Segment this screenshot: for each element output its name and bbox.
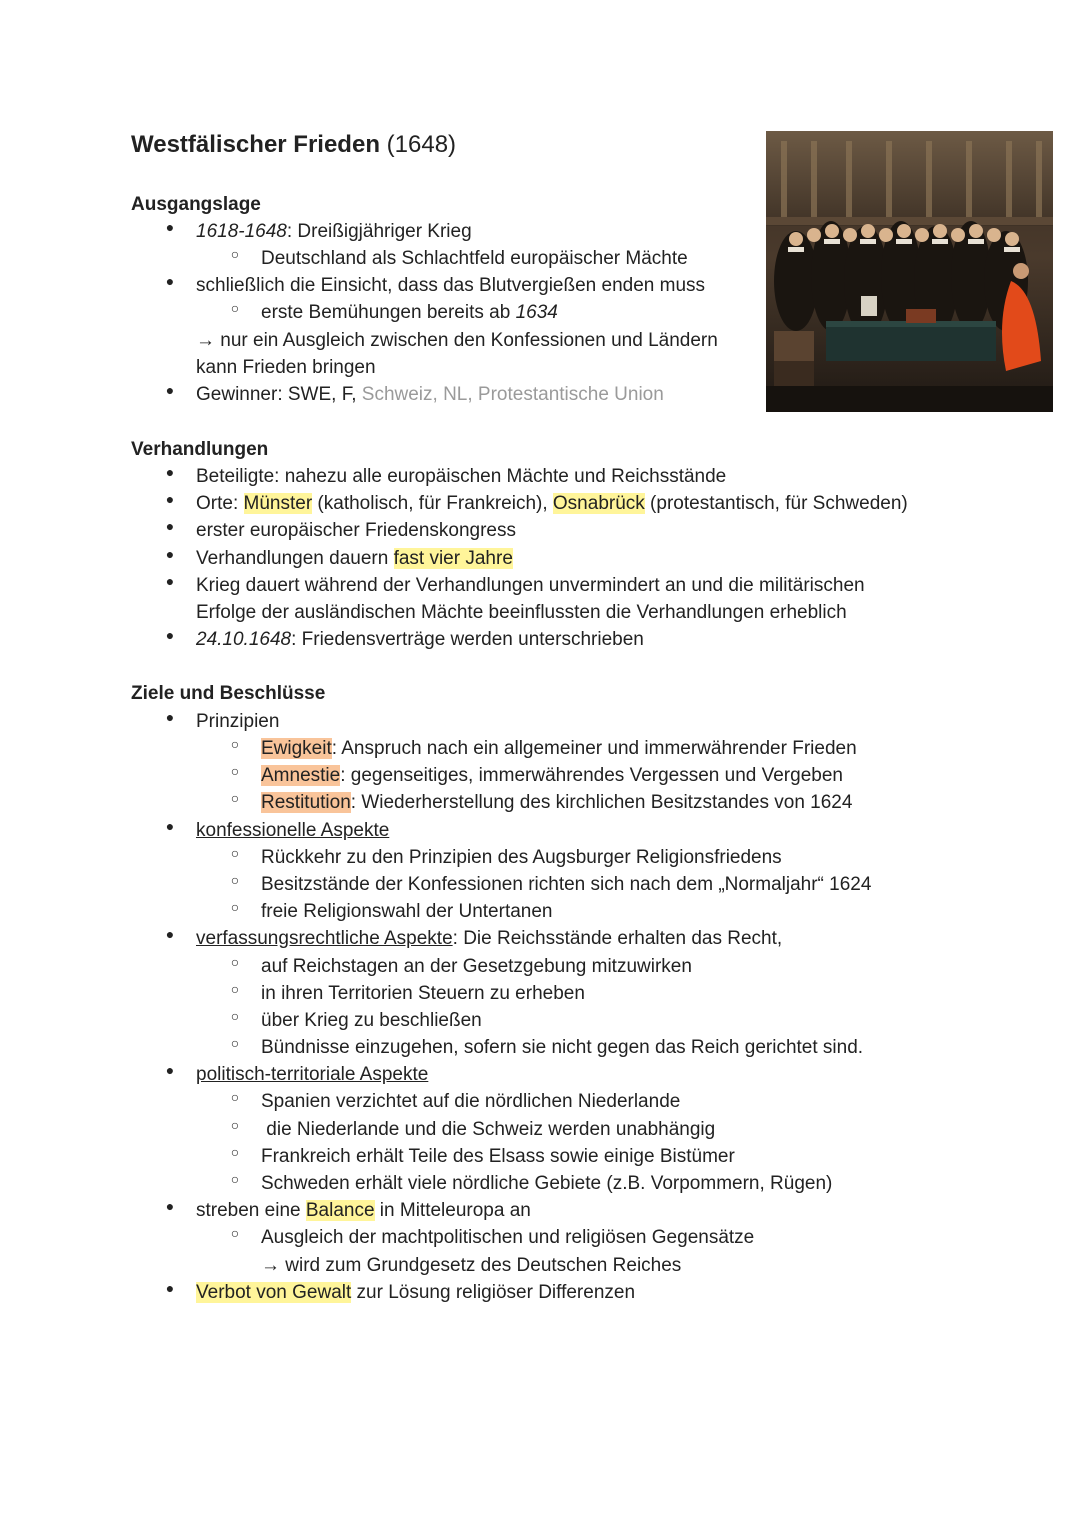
bullet-dot: ● [165,518,175,534]
list-item: Verhandlungen dauern fast vier Jahre [196,548,513,569]
section-heading-ziele: Ziele und Beschlüsse [131,683,326,704]
peace-treaty-painting [766,131,1053,412]
circle-bullet: ○ [230,1225,240,1241]
list-subitem: Rückkehr zu den Prinzipien des Augsburger Religionsfriedens [261,847,782,868]
list-item: Orte: Münster (katholisch, für Frankreich), Osnabrück (protestantisch, für Schweden) [196,493,908,514]
bullet-dot: ● [165,382,175,398]
bullet-dot: ● [165,1198,175,1214]
list-subitem: Schweden erhält viele nördliche Gebiete (z.B. Vorpommern, Rügen) [261,1173,833,1194]
list-item-konfessionell: konfessionelle Aspekte [196,820,390,841]
list-subitem: über Krieg zu beschließen [261,1010,482,1031]
circle-bullet: ○ [230,954,240,970]
list-item: erster europäischer Friedenskongress [196,520,516,541]
bullet-dot: ● [165,818,175,834]
list-item: Gewinner: SWE, F, Schweiz, NL, Protestantische Union [196,384,664,405]
circle-bullet: ○ [230,1089,240,1105]
bullet-dot: ● [165,546,175,562]
circle-bullet: ○ [230,1171,240,1187]
list-subitem: Spanien verzichtet auf die nördlichen Niederlande [261,1091,681,1112]
list-subitem: Amnestie: gegenseitiges, immerwährendes Vergessen und Vergeben [261,765,843,786]
bullet-dot: ● [165,219,175,235]
list-item: 1618-1648: Dreißigjähriger Krieg [196,221,472,242]
list-item-continuation: Erfolge der ausländischen Mächte beeinflussten die Verhandlungen erheblich [196,602,847,623]
bullet-dot: ● [165,1280,175,1296]
bullet-dot: ● [165,273,175,289]
circle-bullet: ○ [230,981,240,997]
bullet-dot: ● [165,464,175,480]
list-subitem: Ewigkeit: Anspruch nach ein allgemeiner und immerwährender Frieden [261,738,857,759]
list-subitem: die Niederlande und die Schweiz werden unabhängig [261,1119,716,1140]
arrow-note-line1: → nur ein Ausgleich zwischen den Konfessionen und Ländern [196,330,718,351]
circle-bullet: ○ [230,1117,240,1133]
title-year: (1648) [386,131,457,158]
circle-bullet: ○ [230,763,240,779]
list-item: Prinzipien [196,711,280,732]
page-title: Westfälischer Frieden (1648) [131,131,457,158]
list-subitem: Bündnisse einzugehen, sofern sie nicht gegen das Reich gerichtet sind. [261,1037,864,1058]
list-subitem: auf Reichstagen an der Gesetzgebung mitzuwirken [261,956,692,977]
bullet-dot: ● [165,926,175,942]
list-item: 24.10.1648: Friedensverträge werden unterschrieben [196,629,644,650]
list-item-verfassung: verfassungsrechtliche Aspekte: Die Reichsstände erhalten das Recht, [196,928,783,949]
circle-bullet: ○ [230,872,240,888]
circle-bullet: ○ [230,899,240,915]
circle-bullet: ○ [230,845,240,861]
circle-bullet: ○ [230,246,240,262]
list-item-politisch: politisch-territoriale Aspekte [196,1064,429,1085]
list-subitem: Besitzstände der Konfessionen richten sich nach dem „Normaljahr“ 1624 [261,874,872,895]
arrow-note-line2: kann Frieden bringen [196,357,376,378]
list-subitem: in ihren Territorien Steuern zu erheben [261,983,585,1004]
list-item: Krieg dauert während der Verhandlungen unvermindert an und die militärischen [196,575,865,596]
list-subitem: Ausgleich der machtpolitischen und religiösen Gegensätze [261,1227,755,1248]
circle-bullet: ○ [230,300,240,316]
bullet-dot: ● [165,573,175,589]
section-heading-ausgangslage: Ausgangslage [131,194,261,215]
list-subitem: Frankreich erhält Teile des Elsass sowie einige Bistümer [261,1146,735,1167]
list-subitem: Deutschland als Schlachtfeld europäischer Mächte [261,248,688,269]
list-item: Verbot von Gewalt zur Lösung religiöser Differenzen [196,1282,636,1303]
bullet-dot: ● [165,1062,175,1078]
bullet-dot: ● [165,491,175,507]
circle-bullet: ○ [230,790,240,806]
bullet-dot: ● [165,627,175,643]
section-heading-verhandlungen: Verhandlungen [131,439,269,460]
list-item: streben eine Balance in Mitteleuropa an [196,1200,531,1221]
circle-bullet: ○ [230,1008,240,1024]
circle-bullet: ○ [230,1144,240,1160]
list-item: Beteiligte: nahezu alle europäischen Mächte und Reichsstände [196,466,727,487]
list-subitem: freie Religionswahl der Untertanen [261,901,553,922]
circle-bullet: ○ [230,1035,240,1051]
circle-bullet: ○ [230,736,240,752]
arrow-note: → wird zum Grundgesetz des Deutschen Reiches [261,1255,682,1276]
list-item: schließlich die Einsicht, dass das Blutvergießen enden muss [196,275,706,296]
list-subitem: Restitution: Wiederherstellung des kirchlichen Besitzstandes von 1624 [261,792,853,813]
list-subitem: erste Bemühungen bereits ab 1634 [261,302,558,323]
bullet-dot: ● [165,709,175,725]
